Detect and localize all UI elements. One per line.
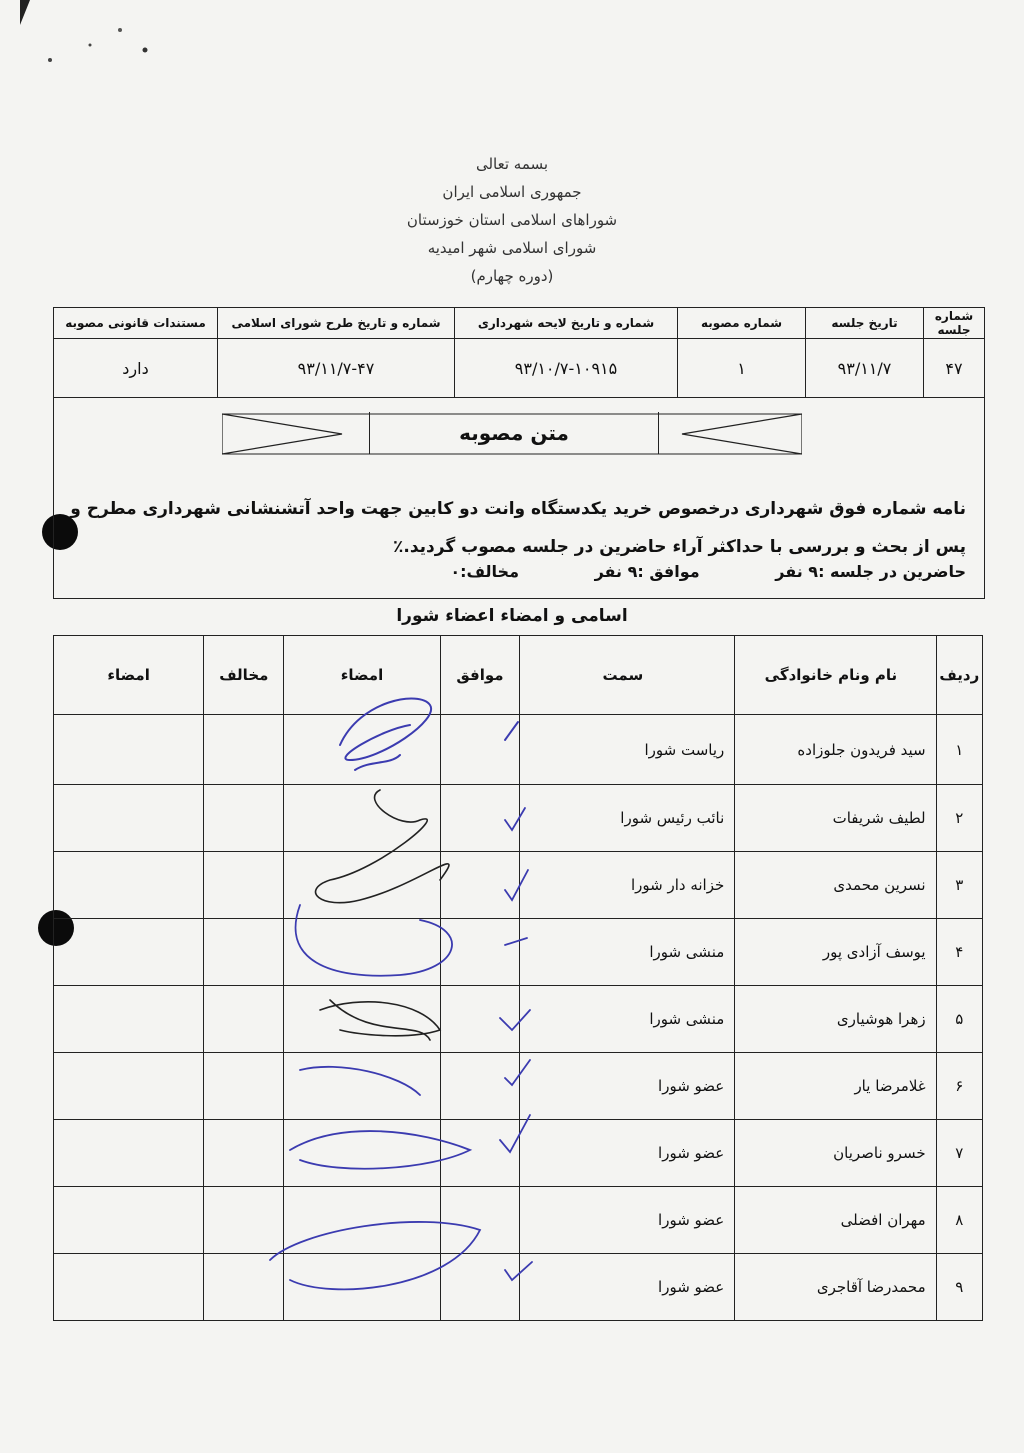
member-agree-mark bbox=[440, 785, 520, 852]
council-plan-value: ۹۳/۱۱/۷-۴۷ bbox=[218, 339, 455, 398]
member-agree-signature bbox=[284, 1254, 440, 1321]
member-role: ریاست شورا bbox=[520, 715, 735, 785]
member-oppose-signature bbox=[54, 986, 204, 1053]
member-role: عضو شورا bbox=[520, 1187, 735, 1254]
member-row bbox=[54, 1120, 983, 1187]
session-number-header: شماره جلسه bbox=[924, 308, 985, 339]
member-agree-signature bbox=[284, 785, 440, 852]
meeting-info-header-row bbox=[54, 308, 985, 339]
municipal-bill-value: ۹۳/۱۰/۷-۱۰۹۱۵ bbox=[455, 339, 678, 398]
member-role: نائب رئیس شورا bbox=[520, 785, 735, 852]
member-oppose-mark bbox=[204, 986, 284, 1053]
legal-basis-value: دارد bbox=[54, 339, 218, 398]
member-agree-signature bbox=[284, 986, 440, 1053]
member-oppose-signature bbox=[54, 919, 204, 986]
member-oppose-signature bbox=[54, 1187, 204, 1254]
member-name: یوسف آزادی پور bbox=[735, 919, 936, 986]
members-title: اسامی و امضاء اعضاء شورا bbox=[396, 606, 628, 626]
paper-specks bbox=[20, 0, 160, 80]
session-number-value: ۴۷ bbox=[924, 339, 985, 398]
member-role: منشی شورا bbox=[520, 919, 735, 986]
member-oppose-mark bbox=[204, 1120, 284, 1187]
member-number: ۳ bbox=[936, 852, 982, 919]
member-name: خسرو ناصریان bbox=[735, 1120, 936, 1187]
resolution-box bbox=[53, 392, 985, 599]
member-agree-mark bbox=[440, 1120, 520, 1187]
member-oppose-signature bbox=[54, 1053, 204, 1120]
member-oppose-signature bbox=[54, 785, 204, 852]
member-number: ۴ bbox=[936, 919, 982, 986]
member-row bbox=[54, 852, 983, 919]
member-oppose-mark bbox=[204, 1254, 284, 1321]
member-row bbox=[54, 715, 983, 785]
resolution-title: متن مصوبه bbox=[369, 412, 659, 454]
agree-header: موافق bbox=[440, 636, 520, 715]
session-date-header: تاریخ جلسه bbox=[806, 308, 924, 339]
session-date-value: ۹۳/۱۱/۷ bbox=[806, 339, 924, 398]
member-number: ۱ bbox=[936, 715, 982, 785]
member-name: سید فریدون جلوزاده bbox=[735, 715, 936, 785]
member-oppose-mark bbox=[204, 785, 284, 852]
attendance-line bbox=[380, 562, 966, 581]
document-header bbox=[0, 150, 1024, 290]
member-role: عضو شورا bbox=[520, 1254, 735, 1321]
header-province-council: شوراهای اسلامی استان خوزستان bbox=[406, 211, 618, 229]
oppose-header: مخالف bbox=[204, 636, 284, 715]
legal-basis-header: مستندات قانونی مصوبه bbox=[54, 308, 218, 339]
member-row bbox=[54, 1053, 983, 1120]
member-number: ۹ bbox=[936, 1254, 982, 1321]
member-agree-signature bbox=[284, 852, 440, 919]
member-agree-signature bbox=[284, 715, 440, 785]
member-agree-mark bbox=[440, 986, 520, 1053]
member-role: عضو شورا bbox=[520, 1053, 735, 1120]
member-number: ۶ bbox=[936, 1053, 982, 1120]
resolution-number-value: ۱ bbox=[678, 339, 806, 398]
member-oppose-mark bbox=[204, 1053, 284, 1120]
member-agree-signature bbox=[284, 1187, 440, 1254]
member-oppose-mark bbox=[204, 1187, 284, 1254]
member-row bbox=[54, 919, 983, 986]
present-count: حاضرین در جلسه :۹ نفر bbox=[775, 562, 966, 581]
member-oppose-signature bbox=[54, 1120, 204, 1187]
member-agree-signature bbox=[284, 1120, 440, 1187]
header-city-council: شورای اسلامی شهر امیدیه bbox=[427, 239, 597, 257]
member-oppose-signature bbox=[54, 1254, 204, 1321]
name-header: نام ونام خانوادگی bbox=[735, 636, 936, 715]
member-number: ۷ bbox=[936, 1120, 982, 1187]
member-number: ۵ bbox=[936, 986, 982, 1053]
header-term: (دوره چهارم) bbox=[470, 267, 554, 285]
member-name: لطیف شریفات bbox=[735, 785, 936, 852]
member-number: ۲ bbox=[936, 785, 982, 852]
member-oppose-signature bbox=[54, 852, 204, 919]
member-agree-mark bbox=[440, 919, 520, 986]
council-plan-header: شماره و تاریخ طرح شورای اسلامی bbox=[218, 308, 455, 339]
member-row bbox=[54, 986, 983, 1053]
member-agree-mark bbox=[440, 852, 520, 919]
agree-count: موافق :۹ نفر bbox=[594, 562, 700, 581]
header-basmala: بسمه تعالی bbox=[475, 155, 549, 173]
member-name: زهرا هوشیاری bbox=[735, 986, 936, 1053]
role-header: سمت bbox=[520, 636, 735, 715]
resolution-text: نامه شماره فوق شهرداری درخصوص خرید یکدستگاه وانت دو کابین جهت واحد آتشنشانی شهرداری مطرح و پس از بحث و بررسی با حداکثر آراء حاضرین در جلسه مصوب گردید.٪ bbox=[70, 499, 966, 557]
resolution-number-header: شماره مصوبه bbox=[678, 308, 806, 339]
municipal-bill-header: شماره و تاریخ لایحه شهرداری bbox=[455, 308, 678, 339]
agree-signature-header: امضاء bbox=[284, 636, 440, 715]
member-row bbox=[54, 1187, 983, 1254]
member-oppose-mark bbox=[204, 852, 284, 919]
member-name: غلامرضا یار bbox=[735, 1053, 936, 1120]
member-agree-mark bbox=[440, 1053, 520, 1120]
member-row bbox=[54, 785, 983, 852]
member-agree-signature bbox=[284, 919, 440, 986]
row-number-header: ردیف bbox=[936, 636, 982, 715]
member-oppose-signature bbox=[54, 715, 204, 785]
member-oppose-mark bbox=[204, 715, 284, 785]
member-role: منشی شورا bbox=[520, 986, 735, 1053]
member-agree-mark bbox=[440, 715, 520, 785]
member-role: عضو شورا bbox=[520, 1120, 735, 1187]
header-country: جمهوری اسلامی ایران bbox=[442, 183, 582, 201]
member-name: مهران افضلی bbox=[735, 1187, 936, 1254]
member-agree-mark bbox=[440, 1254, 520, 1321]
member-oppose-mark bbox=[204, 919, 284, 986]
members-header-row bbox=[54, 636, 983, 715]
member-name: محمدرضا آقاجری bbox=[735, 1254, 936, 1321]
oppose-count: مخالف:۰ bbox=[450, 562, 519, 581]
member-agree-mark bbox=[440, 1187, 520, 1254]
members-table bbox=[53, 635, 983, 1321]
member-agree-signature bbox=[284, 1053, 440, 1120]
meeting-info-table bbox=[53, 307, 985, 398]
oppose-signature-header: امضاء bbox=[54, 636, 204, 715]
member-number: ۸ bbox=[936, 1187, 982, 1254]
member-row bbox=[54, 1254, 983, 1321]
meeting-info-value-row bbox=[54, 339, 985, 398]
member-role: خزانه دار شورا bbox=[520, 852, 735, 919]
member-name: نسرین محمدی bbox=[735, 852, 936, 919]
